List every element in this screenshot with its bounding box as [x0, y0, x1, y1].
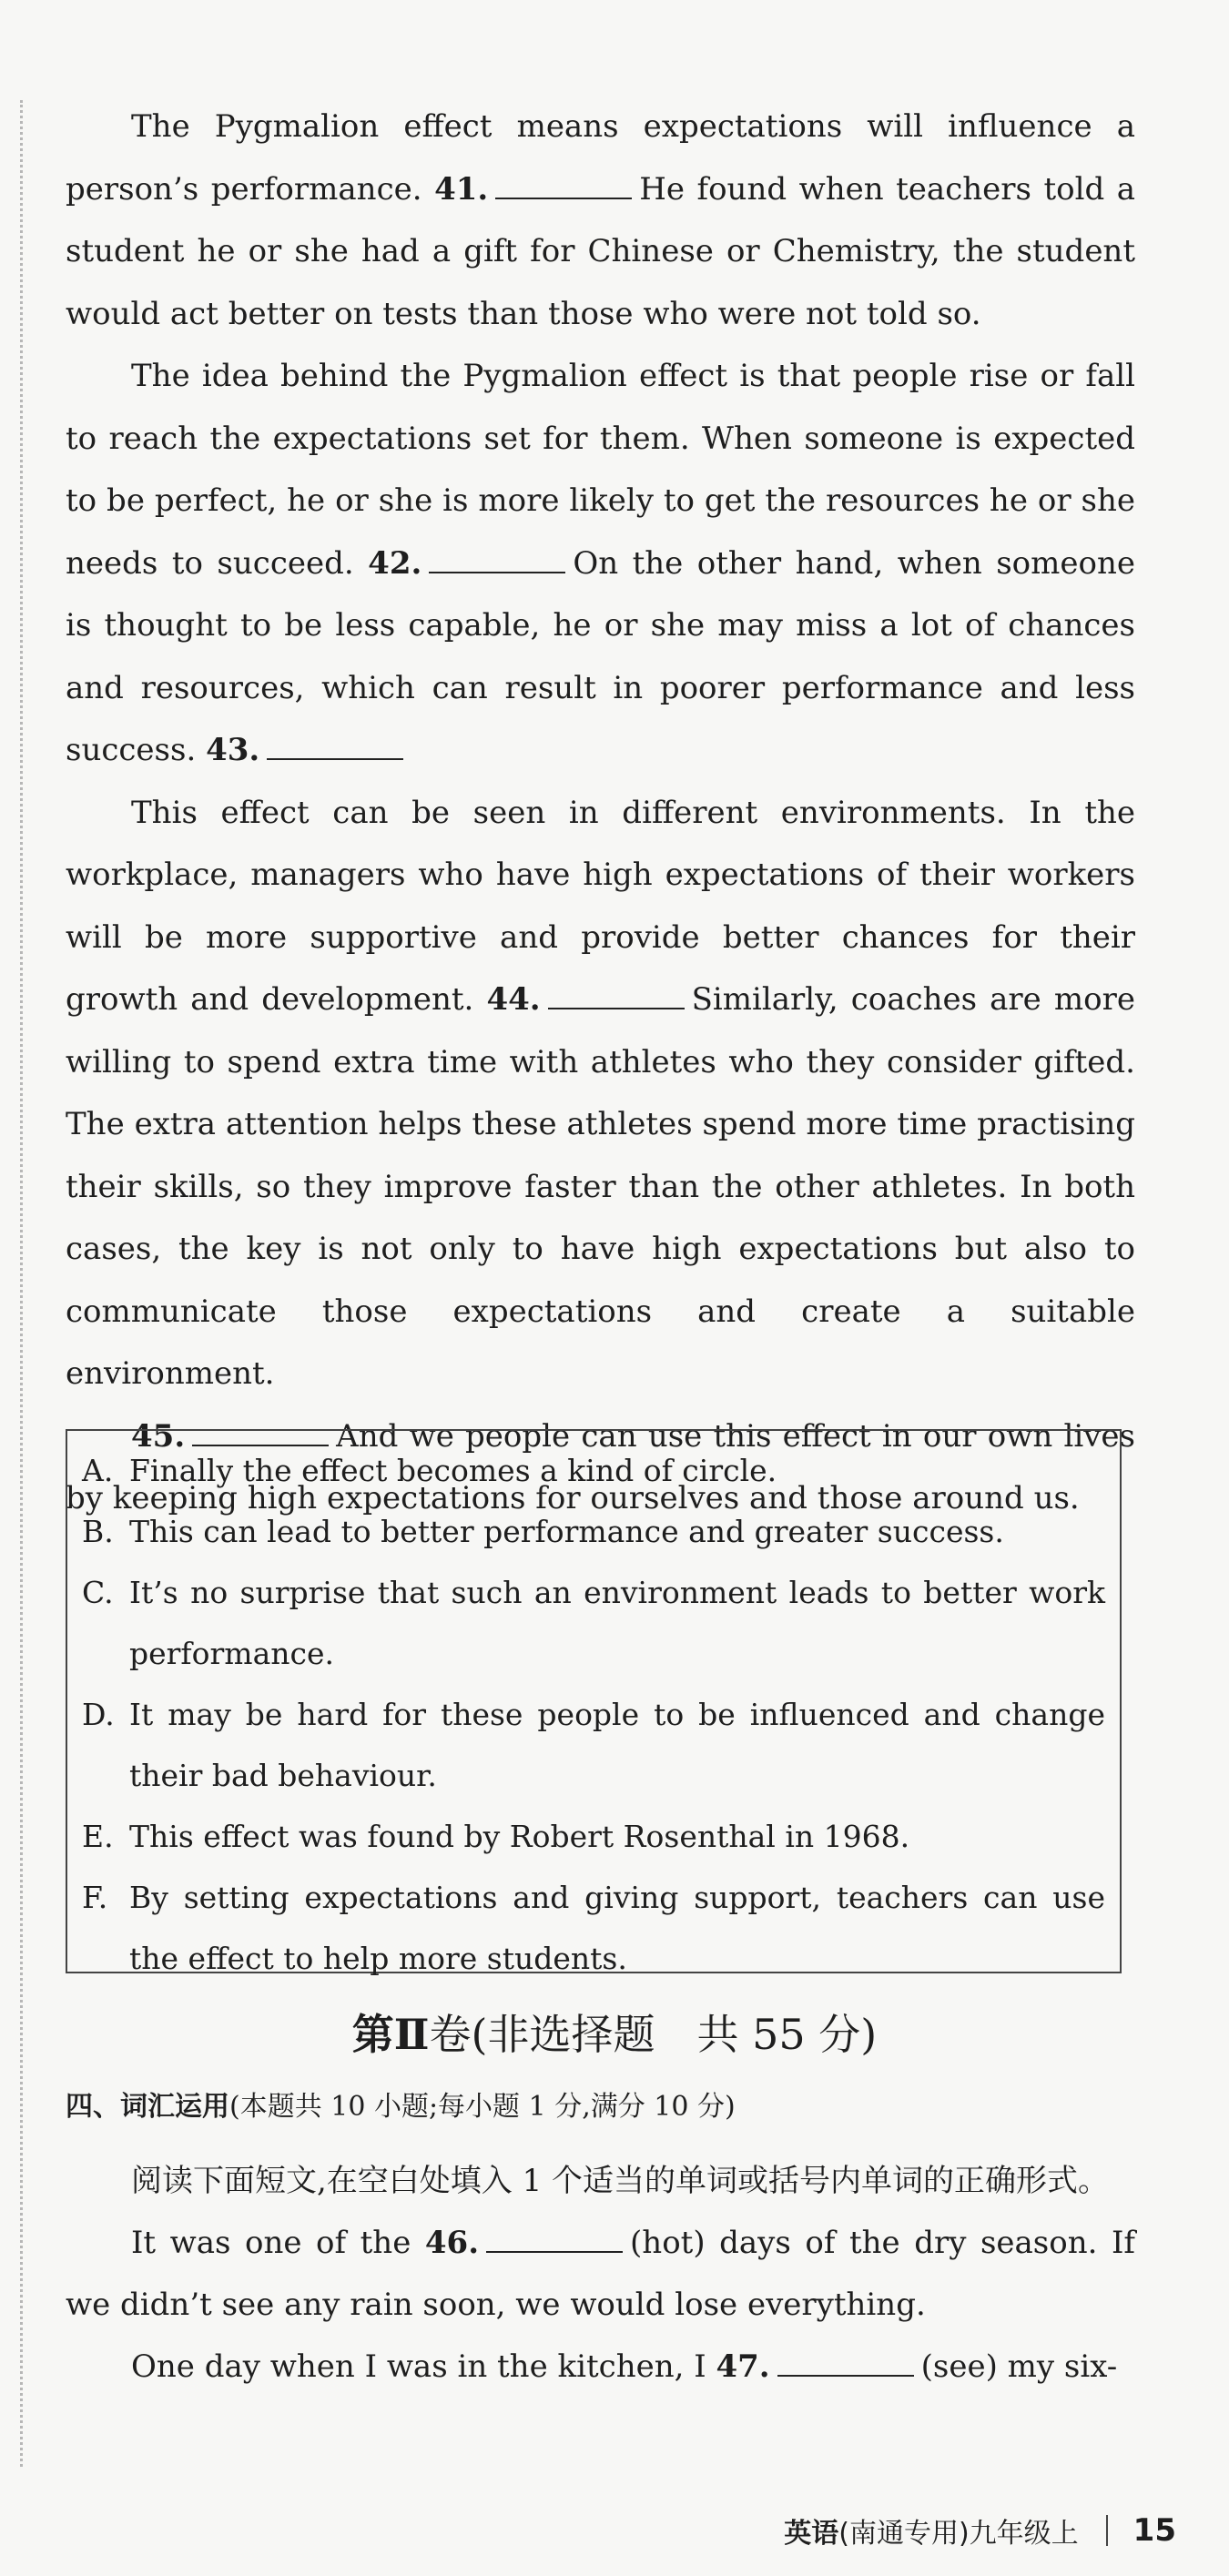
answer-blank-41[interactable]	[495, 170, 632, 199]
reading-passage	[66, 96, 1135, 1530]
question-number-44: 44.	[486, 981, 541, 1018]
option-c: C. It’s no surprise that such an environment leads to better work performance.	[82, 1575, 1105, 1671]
vocab-passage	[66, 2150, 1135, 2398]
paragraph-2: The idea behind the Pygmalion effect is that people rise or fall to reach the expectations set for them. When someone is expected to be perfect, he or she is more likely to get the resources he or she needs to succeed. 42. On the other hand, when someone is thought to be less capable, he or she may miss a lot of chances and resources, which can result in poorer performance and less success. 43.	[66, 358, 1135, 768]
options-box	[66, 1429, 1122, 1976]
book-title: 英语(南通专用)九年级上	[784, 2518, 1079, 2550]
binding-perforation	[20, 100, 23, 2467]
option-e: E. This effect was found by Robert Rosenthal in 1968.	[82, 1819, 910, 1854]
answer-blank-43[interactable]	[267, 731, 403, 760]
question-number-42: 42.	[368, 544, 422, 582]
answer-blank-44[interactable]	[548, 980, 685, 1009]
question-number-47: 47.	[716, 2348, 770, 2385]
option-b: B. This can lead to better performance and greater success.	[82, 1514, 1004, 1549]
paragraph-4: 45. And we people can use this effect in our own lives by keeping high expectations for ourselves and those around us.	[66, 1417, 1135, 1516]
answer-blank-42[interactable]	[429, 544, 565, 573]
question-number-45: 45.	[131, 1417, 186, 1455]
footer-divider	[1106, 2515, 1108, 2546]
page-number: 15	[1133, 2512, 1176, 2549]
answer-blank-46[interactable]	[486, 2224, 623, 2253]
option-a: A. Finally the effect becomes a kind of circle.	[82, 1453, 777, 1488]
question-number-43: 43.	[206, 732, 260, 768]
page-footer	[784, 2508, 1176, 2553]
option-d: D. It may be hard for these people to be influenced and change their bad behaviour.	[82, 1697, 1105, 1793]
vocab-paragraph-2: One day when I was in the kitchen, I 47. (see) my six-	[131, 2348, 1118, 2385]
paragraph-3: This effect can be seen in different environments. In the workplace, managers who have high expectations of their workers will be more supportive and provide better chances for their growth and development. 44. Similarly, coaches are more willing to spend extra time with athletes who they consider gifted. The extra attention helps these athletes spend more time practising their skills, so they improve faster than the other athletes. In both cases, the key is not only to have high expectations but also to communicate those expectations and create a suitable environment.	[66, 794, 1135, 1392]
vocab-instruction: 阅读下面短文,在空白处填入 1 个适当的单词或括号内单词的正确形式。	[131, 2163, 1110, 2199]
answer-blank-47[interactable]	[777, 2348, 914, 2377]
question-number-41: 41.	[434, 170, 489, 208]
paragraph-1: The Pygmalion effect means expectations will influence a person’s performance. 41. He found when teachers told a student he or she had a gift for Chinese or Chemistry, the student would act better on tests than those who were not told so.	[66, 108, 1136, 332]
vocab-heading: 四、词汇运用(本题共 10 小题;每小题 1 分,满分 10 分)	[66, 2091, 736, 2123]
section-title: 第Ⅱ卷(非选择题 共 55 分)	[351, 2010, 878, 2059]
option-f: F. By setting expectations and giving support, teachers can use the effect to help more students.	[82, 1880, 1105, 1976]
question-number-46: 46.	[424, 2225, 480, 2261]
vocab-paragraph-1: It was one of the 46. (hot) days of the dry season. If we didn’t see any rain soon, we would lose everything.	[66, 2225, 1135, 2323]
